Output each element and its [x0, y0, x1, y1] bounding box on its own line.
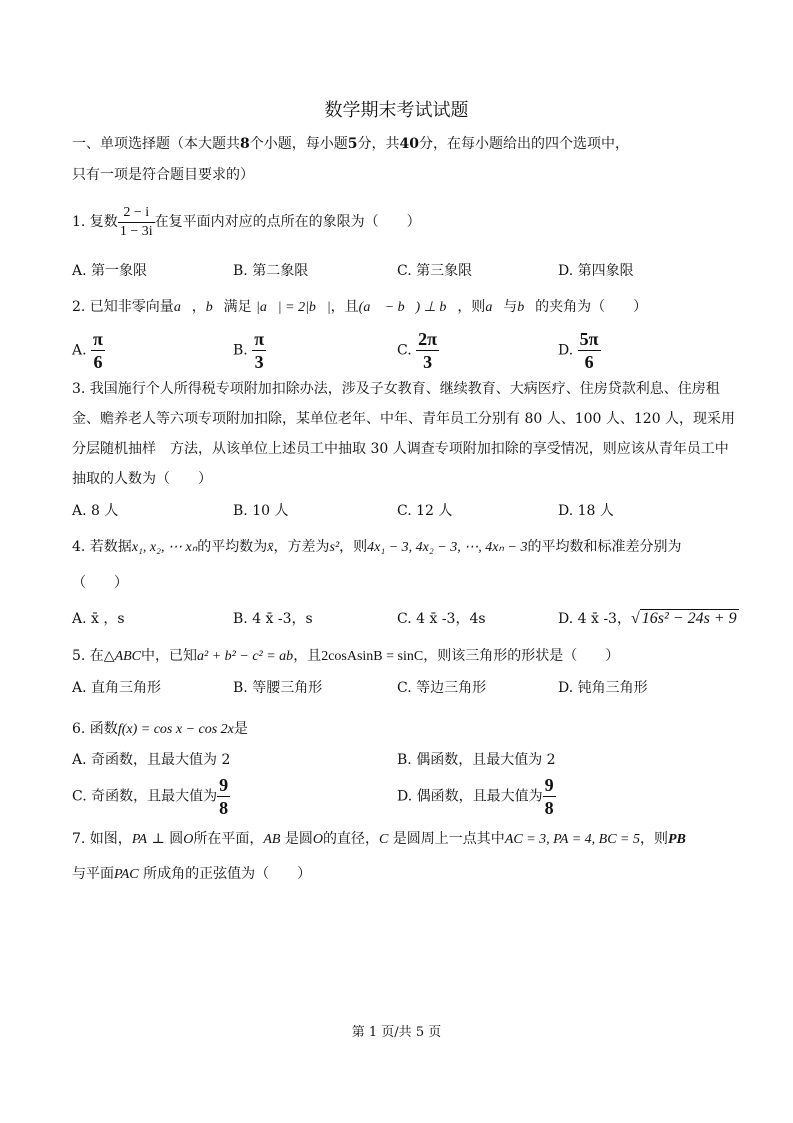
- question-text: 6. 函数: [72, 721, 118, 737]
- question-text: 中，已知: [141, 648, 198, 664]
- section-text: 分，在每小题给出的四个选项中，: [418, 136, 629, 152]
- fraction-denominator: 8: [219, 798, 229, 818]
- radicand: 16s² − 24s + 9: [641, 610, 737, 627]
- question-7-line1: [72, 830, 686, 849]
- fraction: [217, 776, 230, 817]
- section-text: 一、单项选择题（本大题共: [72, 136, 240, 152]
- option-label: A.: [72, 342, 87, 359]
- question-text: 满足: [223, 299, 252, 315]
- data-sequence: x₁, x₂, ⋯ xₙ: [131, 540, 198, 555]
- section-heading-line2: 只有一项是符合题目要求的）: [72, 167, 254, 183]
- question-text: 是圆: [280, 831, 313, 847]
- question-text: ，则该三角形的形状是（ ）: [423, 648, 620, 664]
- transformed-sequence: 4x₁ − 3, 4x₂ − 3, ⋯, 4xₙ − 3: [367, 540, 528, 555]
- option-b[interactable]: [233, 330, 266, 371]
- fraction-denominator: 6: [93, 352, 103, 372]
- vector-a: a⃗: [173, 300, 192, 315]
- fraction-denominator: 1 − 3i: [119, 223, 153, 239]
- question-text: 的直径，: [323, 831, 380, 847]
- question-text: 与: [503, 299, 518, 315]
- option-text: C. 奇函数，且最大值为: [72, 788, 218, 805]
- fraction-numerator: π: [93, 329, 103, 349]
- question-text: 7. 如图，: [72, 831, 132, 847]
- points-each: 5: [347, 136, 358, 152]
- section-heading: [72, 135, 629, 153]
- question-text: 所在平面，: [193, 831, 264, 847]
- question-text: ⊥ 圆: [147, 831, 184, 847]
- fraction: [578, 330, 601, 371]
- question-2: [72, 298, 647, 317]
- option-c[interactable]: [397, 330, 439, 371]
- section-text: 个小题，每小题: [249, 136, 348, 152]
- question-6: [72, 720, 248, 739]
- question-3-line4: 抽取的人数为（ ）: [72, 471, 212, 487]
- question-text: 是圆周上一点其中: [388, 831, 505, 847]
- vector-b: b⃗: [205, 300, 224, 315]
- option-a[interactable]: A. 奇函数，且最大值为 2: [72, 752, 231, 768]
- segment-pb: PB: [667, 832, 686, 847]
- option-d[interactable]: D. 钝角三角形: [558, 680, 648, 696]
- question-text: 5. 在△: [72, 648, 115, 664]
- question-text: 的平均数为: [197, 539, 268, 555]
- segment-pa: PA: [131, 832, 148, 847]
- square-root: √ 16s² − 24s + 9: [630, 610, 737, 627]
- point-c: C: [379, 832, 389, 847]
- mean-symbol: x̄: [267, 540, 274, 555]
- fraction-numerator: 2 − i: [118, 206, 155, 223]
- question-text: 在复平面内对应的点所在的象限为（ ）: [154, 214, 421, 230]
- fraction-denominator: 3: [254, 352, 264, 372]
- option-a[interactable]: A. 第一象限: [72, 263, 148, 279]
- points-total: 40: [399, 136, 419, 152]
- circle-o: O: [183, 832, 194, 847]
- plane-pac: PAC: [114, 867, 139, 882]
- question-text: ，且: [293, 648, 322, 664]
- function-expression: f(x) = cos x − cos 2x: [117, 722, 234, 737]
- segment-ab: AB: [263, 832, 281, 847]
- fraction-numerator: 5π: [579, 329, 599, 349]
- vector-b: b⃗: [517, 300, 536, 315]
- circle-o: O: [312, 832, 324, 847]
- option-b[interactable]: B. 10 人: [233, 503, 289, 519]
- section-text: 分，共: [357, 136, 400, 152]
- option-b[interactable]: B. 第二象限: [233, 263, 309, 279]
- fraction: [91, 330, 105, 371]
- fraction: [118, 206, 155, 239]
- option-c[interactable]: C. 12 人: [397, 503, 453, 519]
- option-d[interactable]: D. 18 人: [558, 503, 614, 519]
- vector-a: a⃗: [485, 300, 504, 315]
- option-d[interactable]: [558, 330, 601, 371]
- option-a[interactable]: A. x̄ ，s: [72, 611, 125, 627]
- question-text: ，则: [457, 299, 486, 315]
- question-text: 2. 已知非零向量: [72, 299, 174, 315]
- triangle-name: ABC: [114, 649, 142, 664]
- fraction: [416, 330, 439, 371]
- variance-symbol: s²: [329, 540, 340, 555]
- option-c[interactable]: [72, 776, 230, 817]
- option-label: B.: [233, 342, 248, 359]
- option-b[interactable]: B. 等腰三角形: [233, 680, 323, 696]
- side-equation: a² + b² − c² = ab: [197, 649, 294, 664]
- question-7-line2: [72, 865, 311, 884]
- answer-paren: （ ）: [72, 575, 128, 591]
- option-a[interactable]: A. 8 人: [72, 503, 119, 519]
- option-a[interactable]: A. 直角三角形: [72, 680, 162, 696]
- fraction-numerator: 9: [219, 775, 229, 795]
- question-text: ，方差为: [273, 539, 330, 555]
- question-text: 与平面: [72, 866, 114, 882]
- question-text: 是: [233, 721, 248, 737]
- fraction-denominator: 3: [423, 352, 433, 372]
- question-text: 4. 若数据: [72, 539, 132, 555]
- option-b[interactable]: B. 4 x̄ -3，s: [233, 611, 313, 627]
- question-text: 的平均数和标准差分别为: [527, 539, 682, 555]
- fraction-numerator: π: [254, 329, 265, 349]
- option-c[interactable]: C. 等边三角形: [397, 680, 487, 696]
- question-text: 1. 复数: [72, 214, 118, 230]
- option-d[interactable]: [558, 610, 739, 628]
- page-title: 数学期末考试试题: [324, 100, 469, 121]
- page-footer: 第 1 页/共 5 页: [351, 1025, 442, 1040]
- condition-equation: |a⃗| = 2|b⃗|: [256, 300, 331, 315]
- question-text: ，则: [639, 831, 668, 847]
- option-text: D. 4 x̄ -3，: [558, 611, 631, 627]
- fraction-denominator: 8: [544, 798, 554, 818]
- question-3-line2: 金、赡养老人等六项专项附加扣除，某单位老年、中年、青年员工分别有 80 人、100 人、120 人，现采用: [72, 411, 736, 427]
- question-4: [72, 538, 681, 557]
- question-text: 的夹角为（ ）: [535, 299, 648, 315]
- question-5: [72, 647, 619, 666]
- trig-equation: 2cosAsinB = sinC: [321, 649, 424, 664]
- option-c[interactable]: C. 第三象限: [397, 263, 473, 279]
- fraction-numerator: 9: [544, 775, 554, 795]
- option-label: C.: [397, 342, 412, 359]
- option-label: D.: [558, 342, 574, 359]
- fraction: [252, 330, 266, 371]
- option-b[interactable]: B. 偶函数，且最大值为 2: [397, 752, 556, 768]
- option-text: D. 偶函数，且最大值为: [397, 788, 543, 805]
- option-d[interactable]: D. 第四象限: [558, 263, 634, 279]
- option-d[interactable]: [397, 776, 556, 817]
- question-text: 所成角的正弦值为（ ）: [138, 866, 312, 882]
- question-text: ，: [191, 299, 206, 315]
- fraction-numerator: 2π: [418, 329, 437, 349]
- question-1: [72, 200, 421, 244]
- question-3-line1: 3. 我国施行个人所得税专项附加扣除办法，涉及子女教育、继续教育、大病医疗、住房贷款利息、住房租: [72, 381, 720, 397]
- question-3-line3: 分层随机抽样 方法，从该单位上述员工中抽取 30 人调查专项附加扣除的享受情况，则应该从青年员工中: [72, 441, 729, 457]
- fraction: [543, 776, 556, 817]
- perpendicular-condition: (a⃗ − b⃗) ⊥ b⃗: [358, 300, 458, 315]
- question-text: ，则: [339, 539, 368, 555]
- given-lengths: AC = 3, PA = 4, BC = 5: [504, 832, 640, 847]
- option-c[interactable]: C. 4 x̄ -3，4s: [397, 611, 486, 627]
- fraction-denominator: 6: [584, 352, 594, 372]
- question-count: 8: [240, 136, 250, 152]
- option-a[interactable]: [72, 330, 105, 371]
- question-text: ，且: [330, 299, 359, 315]
